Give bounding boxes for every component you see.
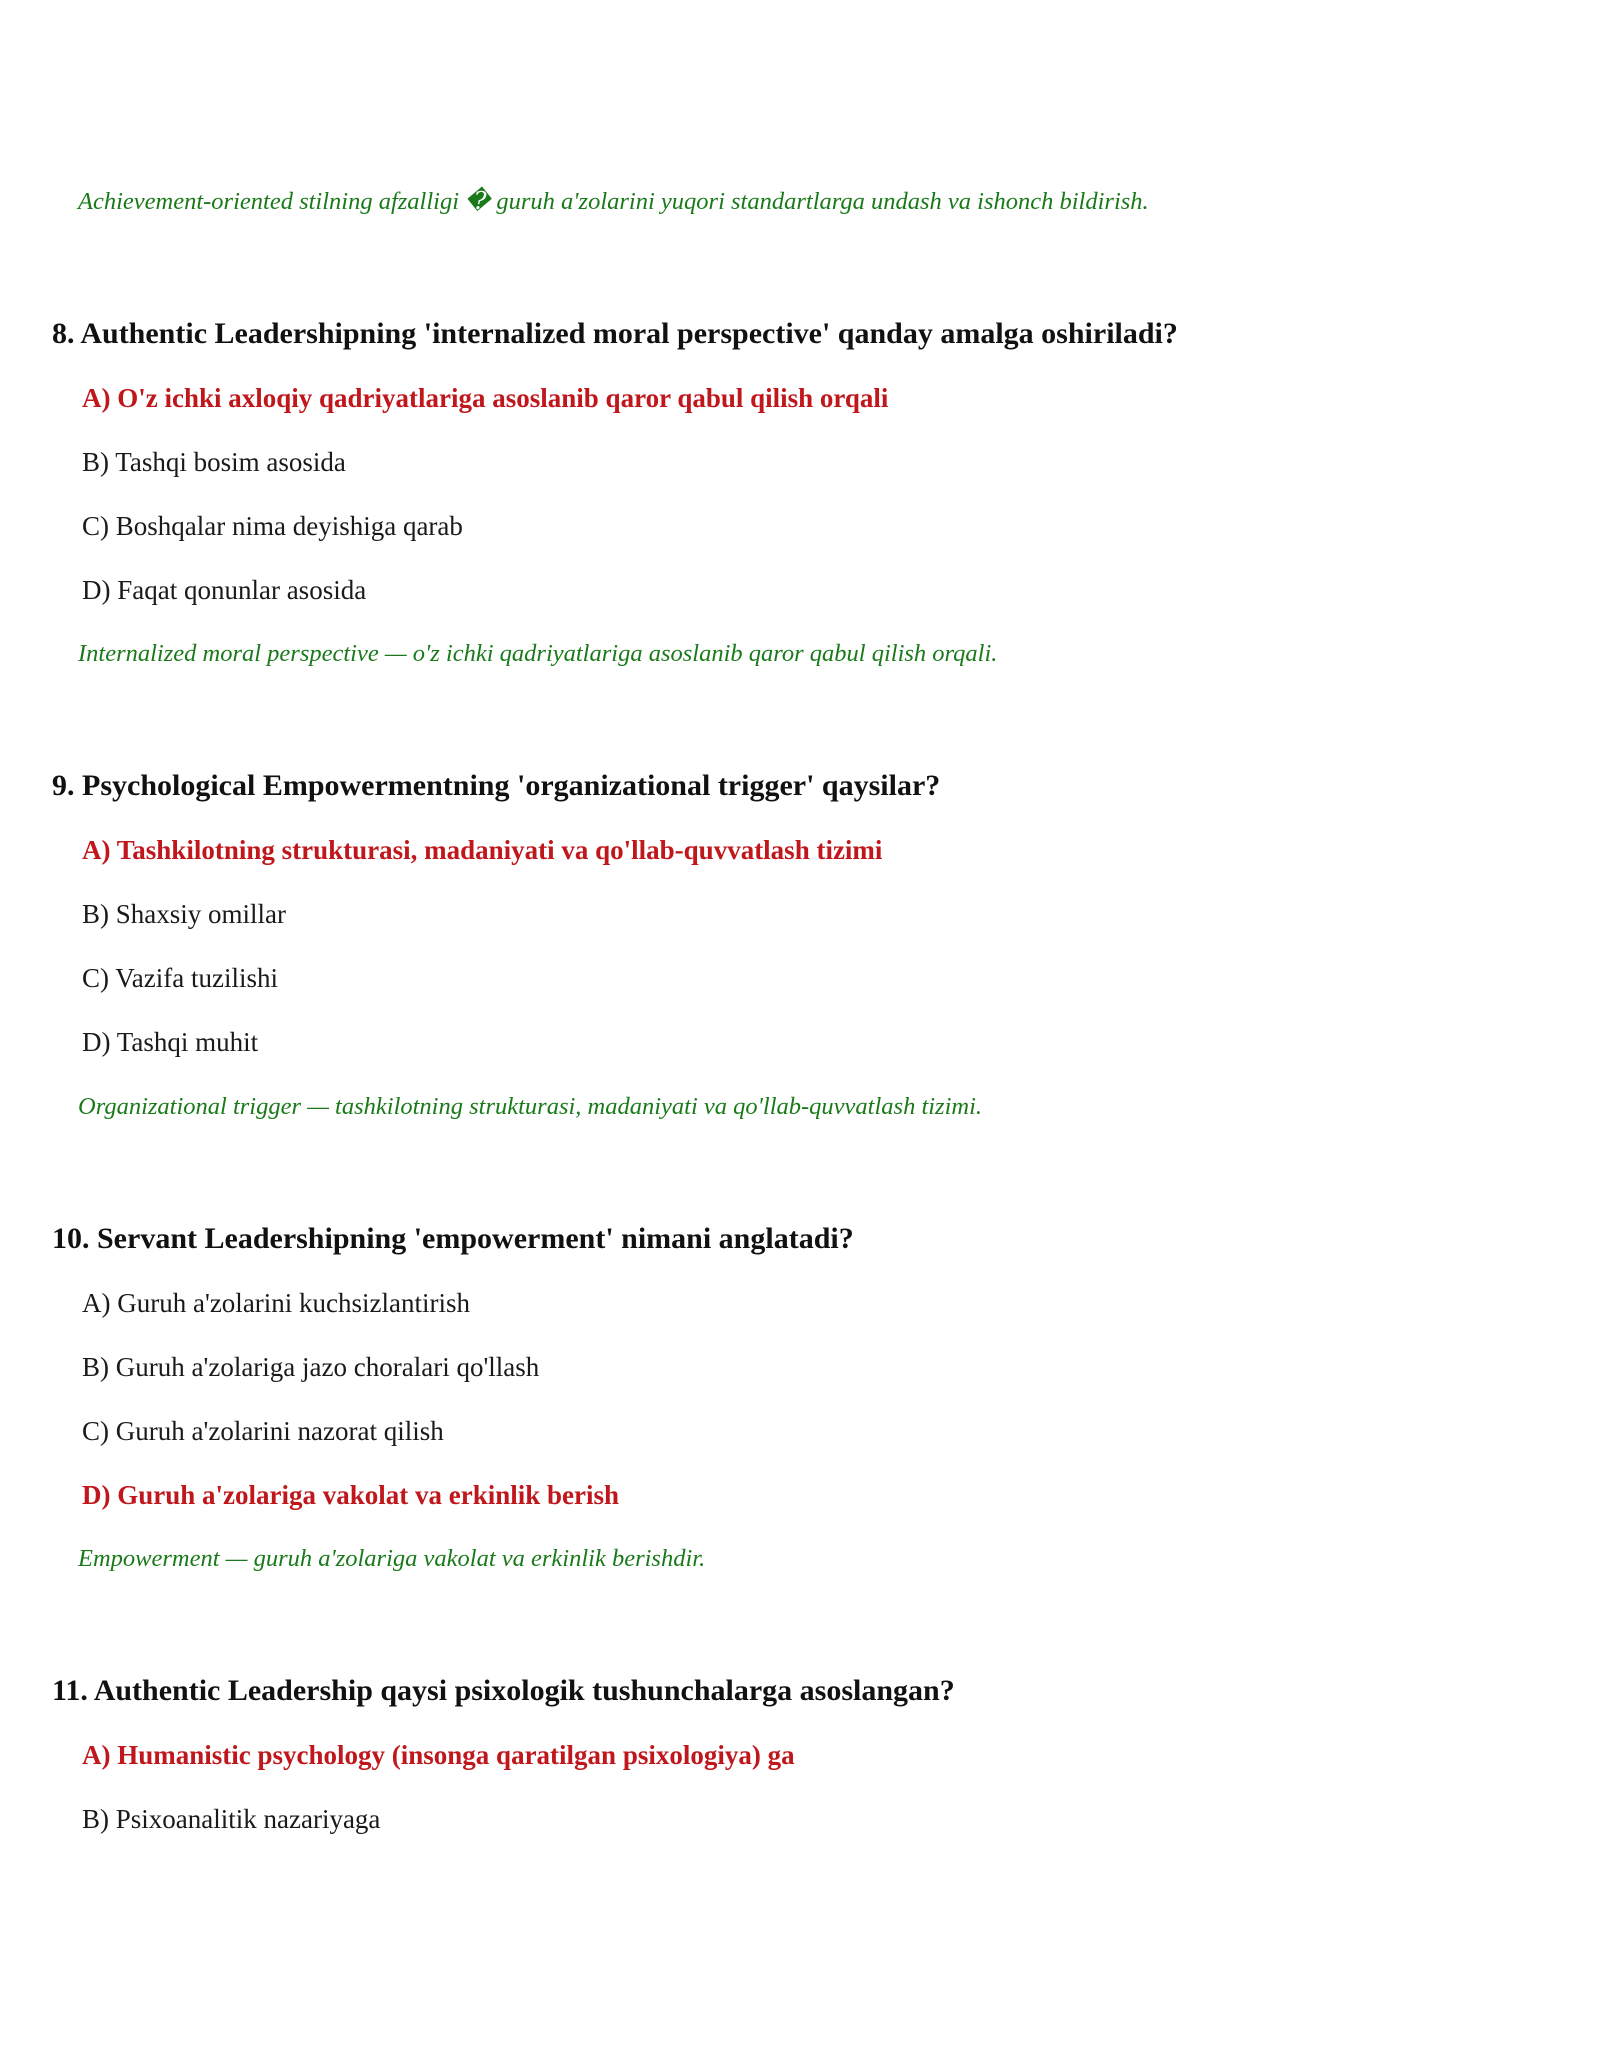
question-9-option-c: C) Vazifa tuzilishi	[82, 963, 278, 993]
question-8-option-a: A) O'z ichki axloqiy qadriyatlariga asoslanib qaror qabul qilish orqali	[82, 383, 889, 413]
question-11-option-a: A) Humanistic psychology (insonga qaratilgan psixologiya) ga	[82, 1740, 795, 1770]
question-10-option-d: D) Guruh a'zolariga vakolat va erkinlik berish	[82, 1480, 620, 1510]
question-9-option-b: B) Shaxsiy omillar	[82, 899, 286, 929]
question-9-title: 9. Psychological Empowermentning 'organizational trigger' qaysilar?	[52, 769, 941, 802]
question-11-title: 11. Authentic Leadership qaysi psixologik tushunchalarga asoslangan?	[52, 1674, 955, 1707]
question-9-option-d: D) Tashqi muhit	[82, 1027, 259, 1057]
question-8-explanation: Internalized moral perspective — o'z ichki qadriyatlariga asoslanib qaror qabul qilish orqali.	[78, 640, 998, 667]
question-11-option-b: B) Psixoanalitik nazariyaga	[82, 1804, 381, 1834]
question-8-option-c: C) Boshqalar nima deyishiga qarab	[82, 511, 463, 541]
question-10-option-a: A) Guruh a'zolarini kuchsizlantirish	[82, 1288, 471, 1318]
question-10-option-c: C) Guruh a'zolarini nazorat qilish	[82, 1416, 444, 1446]
question-8-option-d: D) Faqat qonunlar asosida	[82, 575, 367, 605]
question-9-explanation: Organizational trigger — tashkilotning strukturasi, madaniyati va qo'llab-quvvatlash tizimi.	[78, 1093, 983, 1120]
intro-explanation: Achievement-oriented stilning afzalligi � guruh a'zolarini yuqori standartlarga undash va ishonch bildirish.	[78, 188, 1149, 215]
question-10-explanation: Empowerment — guruh a'zolariga vakolat va erkinlik berishdir.	[78, 1545, 706, 1572]
question-9-option-a: A) Tashkilotning strukturasi, madaniyati va qo'llab-quvvatlash tizimi	[82, 835, 883, 865]
question-8-option-b: B) Tashqi bosim asosida	[82, 447, 346, 477]
question-8-title: 8. Authentic Leadershipning 'internalized moral perspective' qanday amalga oshiriladi?	[52, 317, 1178, 350]
question-10-option-b: B) Guruh a'zolariga jazo choralari qo'llash	[82, 1352, 540, 1382]
question-10-title: 10. Servant Leadershipning 'empowerment' nimani anglatadi?	[52, 1222, 854, 1255]
